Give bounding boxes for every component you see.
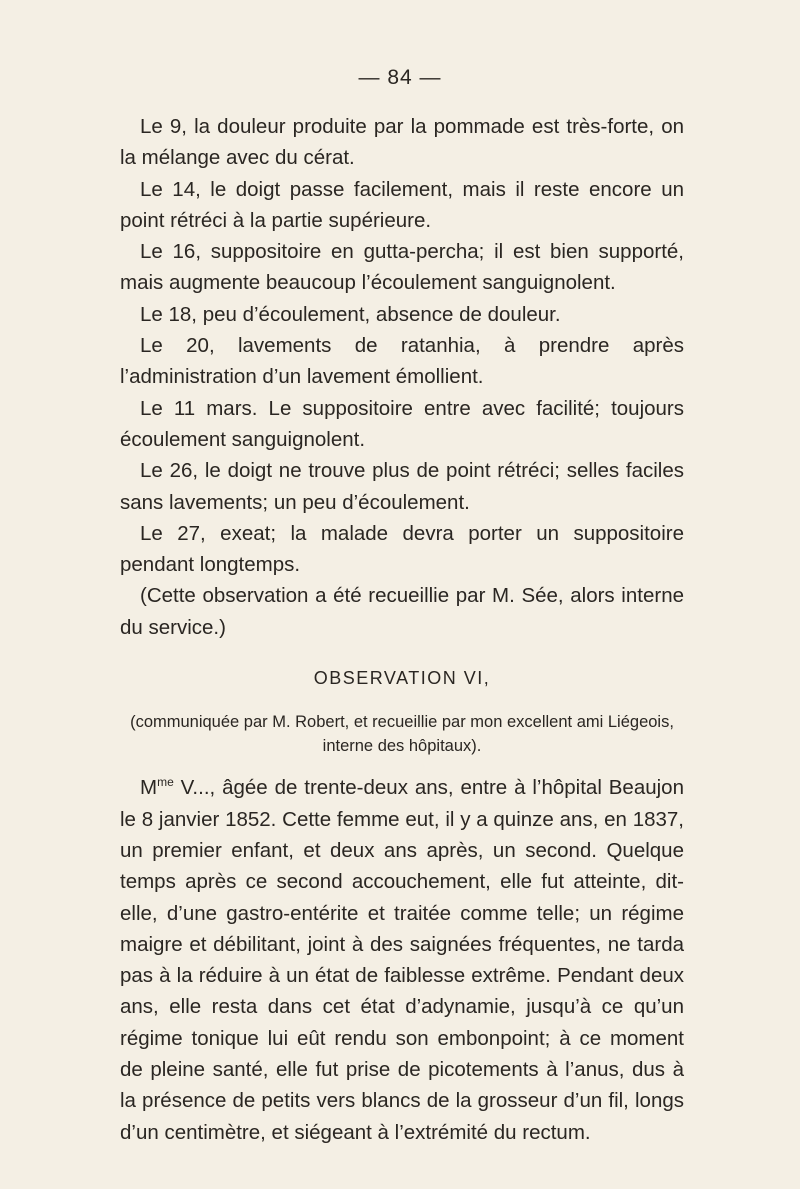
paragraph: Le 26, le doigt ne trouve plus de point rétréci; selles faciles sans lavements; un peu d’écoulement.	[120, 459, 684, 514]
paragraph: (Cette observation a été recueillie par M. Sée, alors interne du service.)	[120, 584, 684, 639]
page-number: — 84 —	[358, 66, 442, 89]
paragraph: Le 27, exeat; la malade devra porter un suppositoire pendant longtemps.	[120, 521, 684, 577]
section-heading: OBSERVATION VI,	[313, 668, 491, 689]
paragraph: Le 16, suppositoire en gutta-percha; il est bien supporté, mais augmente beaucoup l’écoulement sanguignolent.	[120, 240, 684, 295]
paragraph: Le 9, la douleur produite par la pommade est très-forte, on la mélange avec du cérat.	[120, 115, 684, 170]
paragraph: Le 11 mars. Le suppositoire entre avec facilité; toujours écoulement sanguignolent.	[120, 396, 684, 451]
body-text	[120, 111, 684, 1148]
case-text: V..., âgée de trente-deux ans, entre à l’hôpital Beaujon le 8 janvier 1852. Cette femme eut, il y a quinze ans, en 1837, un premier enfant, et deux ans après, un second. Quelque temps après ce second accouchement, elle fut atteinte, dit-elle, d’une gastro-entérite et traitée comme telle; un régime maigre et débilitant, joint à des saignées fréquentes, ne tarda pas à la réduire à un état de faiblesse extrême. Pendant deux ans, elle resta dans cet état d’adynamie, jusqu’à ce qu’un régime tonique lui eût rendu son embonpoint; à ce moment de pleine santé, elle fut prise de picotements à l’anus, dus à la présence de petits vers blancs de la grosseur d’un fil, longs d’un centimètre, et siégeant à l’extrémité du rectum.	[120, 776, 684, 1144]
paragraph: Le 18, peu d’écoulement, absence de douleur.	[140, 302, 561, 326]
case-paragraph	[120, 772, 684, 1148]
note-line: (communiquée par M. Robert, et recueillie par mon excellent ami Liégeois,	[130, 713, 674, 732]
note-line: interne des hôpitaux).	[322, 737, 482, 756]
section-note	[120, 710, 684, 758]
paragraph: Le 20, lavements de ratanhia, à prendre après l’administration d’un lavement émollient.	[120, 334, 684, 389]
paragraph: Le 14, le doigt passe facilement, mais il reste encore un point rétréci à la partie supérieure.	[120, 177, 684, 232]
title-abbrev: M	[140, 776, 158, 800]
title-superscript: me	[157, 775, 174, 790]
